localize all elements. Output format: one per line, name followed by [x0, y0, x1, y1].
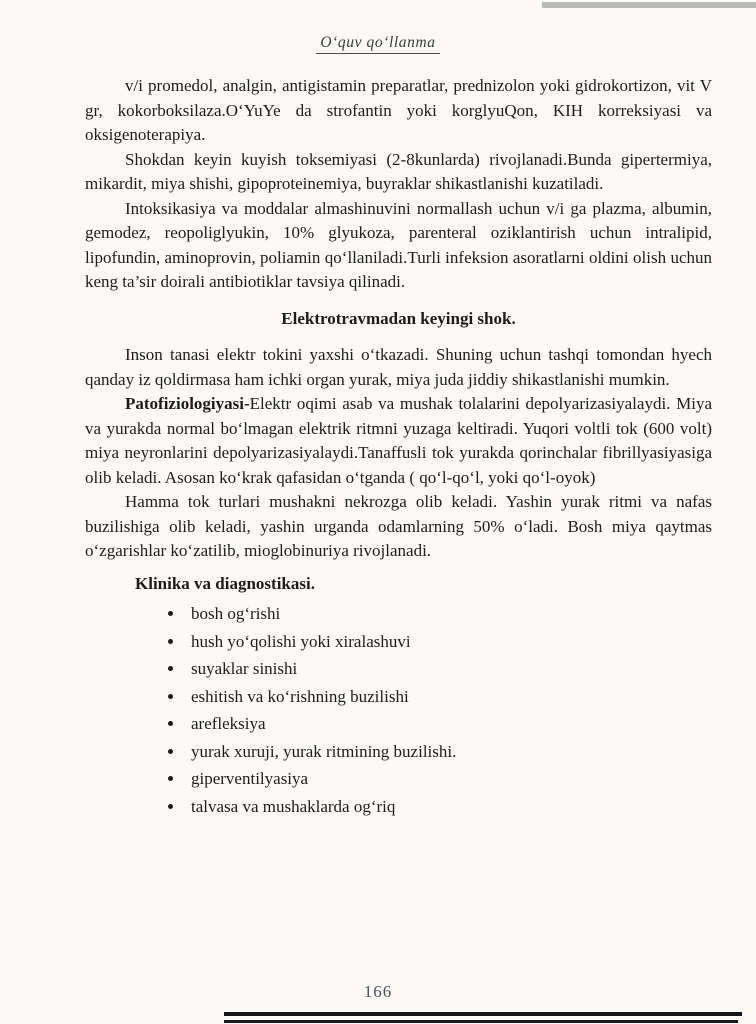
page-body-text: [85, 74, 712, 822]
page-number: 166: [363, 982, 393, 1001]
list-item: [185, 630, 712, 655]
list-item: [185, 712, 712, 737]
list-item: [185, 657, 712, 682]
list-item-text: yurak xuruji, yurak ritmining buzilishi.: [191, 741, 457, 761]
list-item-text: hush yo‘qolishi yoki xiralashuvi: [191, 631, 411, 651]
list-item-text: giperventilyasiya: [191, 769, 309, 788]
paragraph-necrosis-lightning: Hamma tok turlari mushakni nekrozga olib keladi. Yashin yurak ritmi va nafas buzilishiga olib keladi, yashin urganda odamlarning 50% o‘ladi. Bosh miya qaytmas o‘zgarishlar ko‘zatilib, mioglobinuriya rivojlanadi.: [85, 492, 712, 560]
list-item-text: bosh og‘rishi: [191, 604, 281, 623]
subheading-clinic-diagnostics: Klinika va diagnostikasi.: [135, 573, 315, 593]
list-item-text: talvasa va mushaklarda og‘riq: [191, 796, 396, 816]
section-heading-electrotrauma-shock: Elektrotravmadan keyingi shok.: [281, 308, 516, 328]
pathophysiology-lead-label: Patofiziologiyasi-: [125, 394, 250, 413]
list-item: [185, 602, 712, 627]
paragraph-electric-conduction: Inson tanasi elektr tokini yaxshi o‘tkazadi. Shuning uchun tashqi tomondan hyech qanday iz qoldirmasa ham ichki organ yurak, miya juda jiddiy shikastlanishi mumkin.: [85, 345, 712, 389]
scan-artifact-bottom-bar-1: [224, 1012, 742, 1016]
paragraph-treatment-drugs: v/i promedol, analgin, antigistamin preparatlar, prednizolon yoki gidrokortizon, vit V gr, kokorboksilaza.O‘YuYe da strofantin yoki korglyuQon, KIH korreksiyasi va oksigenoterapiya.: [85, 76, 712, 144]
paragraph-intoxication-therapy: Intoksikasiya va moddalar almashinuvini normallash uchun v/i ga plazma, albumin, gemodez, reopoliglyukin, 10% glyukoza, parenteral oziklantirish uchun intralipid, lipofundin, aminoprovin, poliamin qo‘llaniladi.Turli infeksion asoratlarni oldini olish uchun keng ta’sir doirali antibiotiklar tavsiya qilinadi.: [85, 198, 712, 291]
scan-artifact-top-bar: [542, 2, 756, 8]
running-header: [0, 34, 756, 54]
list-item: [185, 795, 712, 820]
list-item: [185, 767, 712, 792]
scan-artifact-bottom-bar-2: [224, 1020, 738, 1023]
symptom-bullet-list: [85, 602, 712, 819]
list-item: [185, 740, 712, 765]
list-item-text: eshitish va ko‘rishning buzilishi: [191, 686, 409, 706]
list-item-text: suyaklar sinishi: [191, 659, 298, 678]
list-item: [185, 685, 712, 710]
paragraph-burn-toxemia: Shokdan keyin kuyish toksemiyasi (2-8kunlarda) rivojlanadi.Bunda gipertermiya, mikardit, miya shishi, gipoproteinemiya, buyraklar shikastlanishi kuzatiladi.: [85, 149, 712, 193]
paragraph-pathophysiology: [85, 392, 712, 490]
list-item-text: arefleksiya: [191, 714, 266, 733]
pathophysiology-body-text: Elektr oqimi asab va mushak tolalarini depolyarizasiyalaydi. Miya va yurakda normal bo‘lmagan elektrik ritmni yuzaga keltiradi. Yuqori voltli tok (600 volt) miya neyronlarini depolyarizasiyalaydi.Tanaffusli tok yurakda qorinchalar fibrillyasiyasiga olib keladi. Asosan ko‘krak qafasidan o‘tganda ( qo‘l-qo‘l, yoki qo‘l-oyok): [85, 394, 712, 487]
running-header-title: O‘quv qo‘llanma: [316, 34, 439, 54]
